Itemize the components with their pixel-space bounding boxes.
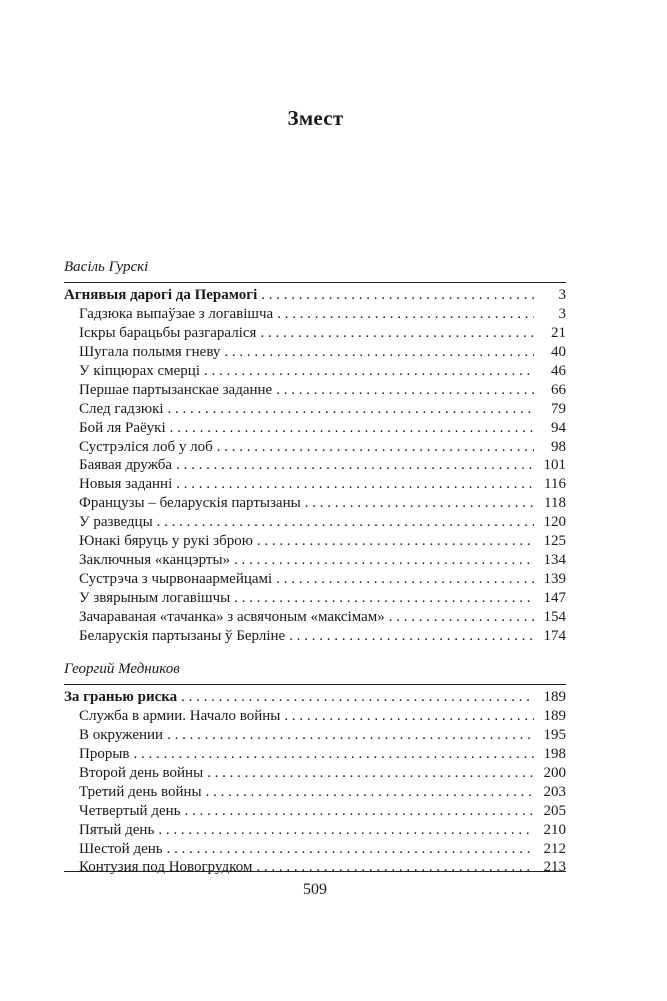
toc-entry-page: 21 (551, 324, 566, 341)
toc-entry[interactable] (64, 726, 566, 745)
dot-leader (217, 438, 534, 457)
toc-entry[interactable] (64, 343, 566, 362)
toc-entry-title: Служба в армии. Начало войны (79, 707, 281, 724)
toc-entry-page: 118 (544, 495, 566, 512)
page-number: 509 (303, 881, 327, 898)
toc-entry-page: 3 (558, 287, 566, 303)
toc-entry[interactable] (64, 475, 566, 494)
toc-entry-page: 125 (543, 533, 566, 550)
toc-entry[interactable] (64, 324, 566, 343)
toc-main-entry[interactable] (64, 688, 566, 707)
toc-entry-title: Гадзюка выпаўзае з логавішча (79, 305, 274, 322)
toc-entry[interactable] (64, 745, 566, 764)
toc-entry[interactable] (64, 802, 566, 821)
dot-leader (176, 475, 534, 494)
dot-leader (276, 381, 534, 400)
toc-entry[interactable] (64, 551, 566, 570)
toc-entry[interactable] (64, 400, 566, 419)
toc-entry[interactable] (64, 438, 566, 457)
toc-entry-title: У кіпцюрах смерці (79, 362, 200, 379)
toc-entry-page: 98 (551, 438, 566, 455)
toc-entry-title: Пятый день (79, 821, 155, 838)
toc-entry-title: У звярыным логавішчы (79, 590, 231, 606)
toc-entry-page: 198 (543, 745, 566, 762)
toc-entry-title: Юнакі бяруць у рукі зброю (79, 533, 253, 550)
dot-leader (260, 324, 534, 343)
toc-entry[interactable] (64, 513, 566, 532)
toc-entry[interactable] (64, 305, 566, 324)
toc-entry-title: След гадзюкі (79, 400, 164, 417)
toc-entry[interactable] (64, 783, 566, 802)
toc-entry-title: Сустрэча з чырвонаармейцамі (79, 571, 273, 588)
dot-leader (168, 400, 534, 419)
toc-entry-page: 134 (543, 552, 566, 569)
dot-leader (206, 783, 534, 802)
author-name: Васіль Гурскі (64, 259, 149, 275)
dot-leader (389, 608, 534, 627)
section-rule (64, 282, 566, 283)
toc-entry-page: 189 (543, 707, 566, 724)
toc-entry-title: Беларускія партызаны ў Берліне (79, 627, 286, 644)
toc-entry-page: 116 (544, 476, 566, 493)
toc-entry-title: Агнявыя дарогі да Перамогі (64, 287, 258, 303)
dot-leader (261, 286, 534, 305)
toc-entry[interactable] (64, 570, 566, 589)
toc-section-mednikov (64, 658, 566, 877)
page-footer (64, 871, 566, 899)
toc-entry[interactable] (64, 840, 566, 859)
toc-entry-title: В окружении (79, 726, 164, 743)
toc-entry-title: Французы – беларускія партызаны (79, 495, 301, 512)
toc-entry[interactable] (64, 456, 566, 475)
toc-entry-title: Шугала полымя гневу (79, 343, 221, 360)
toc-entry-page: 94 (551, 419, 566, 436)
dot-leader (257, 532, 534, 551)
toc-entry[interactable] (64, 821, 566, 840)
toc-entry-title: Второй день войны (79, 764, 204, 781)
toc-items (64, 305, 566, 646)
toc-entry-page: 46 (551, 362, 566, 379)
toc-entry-title: За гранью риска (64, 689, 178, 705)
section-rule (64, 684, 566, 685)
dot-leader (167, 726, 534, 745)
dot-leader (234, 589, 534, 608)
dot-leader (170, 419, 534, 438)
toc-entry-page: 213 (543, 859, 566, 876)
toc-entry[interactable] (64, 362, 566, 381)
toc-entry[interactable] (64, 627, 566, 646)
toc-entry-page: 139 (543, 571, 566, 588)
dot-leader (176, 456, 534, 475)
toc-entry-title: Першае партызанскае заданне (79, 381, 273, 398)
dot-leader (158, 821, 534, 840)
toc-entry-page: 101 (543, 457, 566, 474)
dot-leader (157, 513, 534, 532)
toc-entry-page: 205 (543, 802, 566, 819)
toc-entry[interactable] (64, 608, 566, 627)
toc-entry-page: 154 (543, 608, 566, 625)
dot-leader (184, 802, 534, 821)
toc-entry[interactable] (64, 381, 566, 400)
toc-entry-page: 174 (543, 627, 566, 644)
dot-leader (134, 745, 535, 764)
toc-entry[interactable] (64, 532, 566, 551)
toc-entry-page: 147 (543, 590, 566, 606)
toc-entry-page: 66 (551, 381, 566, 398)
toc-entry-page: 210 (543, 821, 566, 838)
toc-entry-page: 203 (543, 783, 566, 800)
toc-entry[interactable] (64, 494, 566, 513)
toc-entry-title: Контузия под Новогрудком (79, 859, 253, 876)
toc-entry-page: 195 (543, 726, 566, 743)
footer-rule (64, 871, 566, 872)
toc-entry-title: Сустрэліся лоб у лоб (79, 438, 213, 455)
toc-entry-page: 200 (543, 764, 566, 781)
toc-entry-title: У разведцы (79, 514, 153, 531)
toc-entry-title: Новыя заданні (79, 476, 173, 493)
page-title: Змест (287, 106, 344, 130)
toc-entry-title: Четвертый день (79, 802, 181, 819)
toc-entry-page: 3 (558, 305, 566, 322)
toc-entry-title: Зачараваная «тачанка» з асвячоным «максімам» (79, 608, 385, 625)
dot-leader (224, 343, 534, 362)
toc-entry[interactable] (64, 764, 566, 783)
author-name: Георгий Медников (64, 661, 180, 677)
toc-entry-title: Бой ля Раёукі (79, 419, 166, 436)
toc-entry[interactable] (64, 589, 566, 608)
dot-leader (181, 688, 534, 707)
toc-entry-title: Заключныя «канцэрты» (79, 552, 231, 569)
dot-leader (167, 840, 534, 859)
dot-leader (289, 627, 534, 646)
toc-items (64, 707, 566, 877)
toc-entry-title: Іскры барацьбы разгараліся (79, 324, 257, 341)
dot-leader (276, 570, 534, 589)
toc-entry[interactable] (64, 419, 566, 438)
toc-entry-title: Шестой день (79, 840, 163, 857)
toc-section-gurski (64, 256, 566, 646)
toc-entry-title: Баявая дружба (79, 457, 173, 474)
dot-leader (284, 707, 534, 726)
toc-entry-page: 79 (551, 400, 566, 417)
toc-entry-page: 120 (543, 514, 566, 531)
toc-entry[interactable] (64, 707, 566, 726)
dot-leader (277, 305, 534, 324)
toc-entry-page: 189 (543, 689, 566, 705)
dot-leader (305, 494, 534, 513)
toc-entry-page: 212 (543, 840, 566, 857)
toc-entry-title: Третий день войны (79, 783, 202, 800)
dot-leader (234, 551, 534, 570)
toc-entry-title: Прорыв (79, 745, 130, 762)
dot-leader (204, 362, 534, 381)
toc-entry-page: 40 (551, 343, 566, 360)
dot-leader (207, 764, 534, 783)
toc-main-entry[interactable] (64, 286, 566, 305)
